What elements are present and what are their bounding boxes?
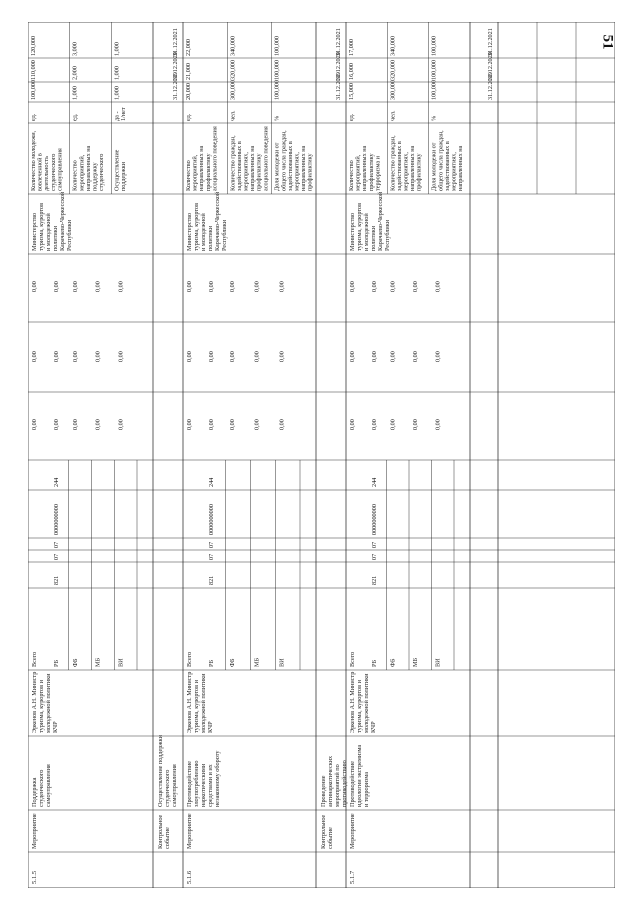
indicator-value-2021: 1,000 [113, 42, 121, 56]
amount-2019-fb: 0,00 [228, 419, 236, 430]
amount-2021-mb: 0,00 [94, 281, 102, 292]
amount-2019-total: 0,00 [349, 419, 356, 430]
code-rz: 07 [53, 553, 60, 560]
amount-2020-mb: 0,00 [94, 351, 102, 362]
code-vr: 244 [371, 477, 378, 487]
amount-2021-mb: 0,00 [412, 281, 419, 292]
row-executor: Эркенов А.Н. Министртуризма, курортов имолодежной политикиКЧР [186, 671, 214, 733]
indicator-value-2019: 15,000 [348, 82, 355, 100]
code-kbk: 821 [208, 575, 215, 585]
indicator-unit: ед. [348, 113, 355, 121]
year-2021-label: 31.12.2021 [487, 28, 494, 56]
indicator-value-2020: 100,000 [430, 59, 438, 80]
amount-2021-rb: 0,00 [53, 281, 60, 292]
row-type: Мероприятие [186, 813, 193, 849]
indicator-value-2019: 100,000 [30, 79, 37, 100]
indicator-unit: чел. [229, 110, 237, 121]
amount-2019-mb: 0,00 [94, 419, 102, 430]
code-vr: 244 [208, 477, 215, 487]
code-csr: 0000000000 [53, 504, 60, 535]
indicator-value-2021: 340,000 [389, 35, 397, 56]
indicator-unit: ед. [71, 113, 79, 121]
indicator-value-2021: 3,000 [71, 42, 79, 56]
rotated-table-scan [28, 22, 615, 888]
amount-2020-fb: 0,00 [71, 351, 79, 362]
year-2021-label: 31.12.2021 [172, 28, 179, 56]
source-rb: РБ [371, 660, 378, 667]
amount-2019-mb: 0,00 [253, 419, 261, 430]
indicator-value-2021: 17,000 [348, 38, 355, 56]
code-csr: 0000000000 [208, 504, 215, 535]
row-name: Поддержкастуденческогосамоуправления [31, 764, 52, 807]
amount-2020-mb: 0,00 [253, 351, 261, 362]
amount-2021-total: 0,00 [186, 281, 193, 292]
indicator-value-2021: 120,000 [30, 35, 37, 56]
page-number: 51 [599, 34, 616, 50]
amount-2019-total: 0,00 [186, 419, 193, 430]
amount-2021-total: 0,00 [31, 281, 38, 292]
indicator-value-2021: 100,000 [430, 35, 438, 56]
amount-2019-rb: 0,00 [208, 419, 215, 430]
indicator-name: Количествомероприятий,направленных напрофилактикуасоциального поведения [185, 126, 219, 191]
code-vr: 244 [53, 477, 60, 487]
row-type: Мероприятие [31, 813, 38, 849]
source-total: Всего [31, 651, 38, 667]
source-rb: РБ [208, 660, 215, 667]
indicator-unit: да -1/нет [113, 107, 127, 121]
source-vi: ВИ [278, 658, 286, 667]
indicator-name: Количествомероприятий,направленных наподдержкустуденческого [71, 145, 106, 191]
row-executor: Эркенов А.Н. Министртуризма, курортов имолодежной политикиКЧР [349, 671, 377, 733]
indicator-name: Количество молодежи,вовлеченной вдеятельностьстуденческогосамоуправления [30, 130, 64, 191]
indicator-value-2020: 320,000 [389, 59, 397, 80]
indicator-value-2019: 1,000 [113, 86, 121, 100]
source-vi: ВИ [434, 658, 442, 667]
indicator-value-2020: 110,000 [30, 60, 37, 80]
indicator-name: Доля молодежи отобщего числа граждан,задействованных вмероприятиях,направленных на [430, 130, 465, 191]
indicator-value-2021: 340,000 [229, 35, 237, 56]
indicator-unit: ед. [185, 113, 192, 121]
code-kbk: 821 [53, 575, 60, 585]
indicator-value-2019: 300,000 [229, 79, 237, 100]
amount-2020-mb: 0,00 [412, 351, 419, 362]
row-type: Мероприятие [349, 813, 356, 849]
year-2019-label: 31.12.2019 [335, 72, 342, 100]
source-mb: МБ [412, 657, 419, 667]
indicator-value-2021: 100,000 [273, 35, 281, 56]
indicator-value-2020: 320,000 [229, 59, 237, 80]
row-number: 5.1.5 [31, 870, 38, 884]
amount-2019-fb: 0,00 [71, 419, 79, 430]
row-name: Противодействиеидеологии экстремизмаи терроризма [349, 744, 370, 807]
row-participant: Министерствотуризма, курортови молодежнойполитикиКарачаево-ЧеркесскойРеспублики [31, 191, 73, 251]
amount-2021-vi: 0,00 [117, 281, 125, 292]
source-fb: ФБ [71, 658, 79, 667]
amount-2020-fb: 0,00 [228, 351, 236, 362]
year-2019-label: 31.12.2019 [487, 72, 494, 100]
indicator-unit: % [273, 115, 281, 121]
indicator-name: Доля молодежи отобщего числа граждан,задействованных вмероприятиях,направленных напрофилактику [273, 130, 314, 191]
indicator-unit: % [430, 115, 438, 121]
source-total: Всего [349, 651, 356, 667]
indicator-value-2021: 22,000 [185, 38, 192, 56]
amount-2019-total: 0,00 [31, 419, 38, 430]
indicator-name: Осуществлениеподдержки [113, 149, 127, 191]
amount-2019-mb: 0,00 [412, 419, 419, 430]
amount-2020-total: 0,00 [186, 351, 193, 362]
row-participant: Министерствотуризма, курортови молодежнойполитикиКарачаево-ЧеркесскойРеспублики [186, 191, 228, 251]
amount-2019-vi: 0,00 [434, 419, 442, 430]
indicator-value-2019: 1,000 [71, 86, 79, 100]
row-name: Противодействиезлоупотреблениюнаркотическимисредствами и ихнезаконному обороту [186, 750, 221, 807]
amount-2021-total: 0,00 [349, 281, 356, 292]
amount-2019-rb: 0,00 [371, 419, 378, 430]
amount-2020-total: 0,00 [31, 351, 38, 362]
indicator-value-2020: 16,000 [348, 62, 355, 80]
code-pr: 07 [371, 541, 378, 548]
indicator-value-2019: 20,000 [185, 82, 192, 100]
code-pr: 07 [53, 541, 60, 548]
program-table [28, 22, 615, 888]
year-2020-label: 31.12.2020 [335, 52, 342, 80]
control-event-name: Осуществление поддержкистуденческогосамоуправления [157, 735, 178, 807]
source-fb: ФБ [228, 658, 236, 667]
amount-2021-fb: 0,00 [389, 281, 397, 292]
amount-2020-rb: 0,00 [208, 351, 215, 362]
control-event-type: Контрольноесобытие [157, 814, 171, 849]
amount-2021-fb: 0,00 [228, 281, 236, 292]
control-event-name: Проведениеантинаркотическихмероприятий попротиводействию [320, 755, 348, 807]
amount-2020-vi: 0,00 [434, 351, 442, 362]
source-rb: РБ [53, 660, 60, 667]
amount-2020-total: 0,00 [349, 351, 356, 362]
amount-2020-vi: 0,00 [278, 351, 286, 362]
amount-2019-fb: 0,00 [389, 419, 397, 430]
code-rz: 07 [208, 553, 215, 560]
amount-2021-rb: 0,00 [208, 281, 215, 292]
year-2021-label: 31.12.2021 [335, 28, 342, 56]
amount-2019-rb: 0,00 [53, 419, 60, 430]
indicator-value-2020: 2,000 [71, 66, 79, 80]
row-executor: Эркенов А.Н. Министртуризма, курортов имолодежной политикиКЧР [31, 671, 59, 733]
source-vi: ВИ [117, 658, 125, 667]
row-number: 5.1.6 [186, 870, 193, 884]
indicator-unit: чел. [389, 110, 397, 121]
indicator-name: Количествомероприятий,направленных напрофилактикутерроризма и [348, 145, 382, 191]
source-fb: ФБ [389, 658, 397, 667]
amount-2021-vi: 0,00 [278, 281, 286, 292]
table-text [30, 28, 494, 884]
amount-2019-vi: 0,00 [278, 419, 286, 430]
amount-2021-fb: 0,00 [71, 281, 79, 292]
control-event-type: Контрольноесобытие [320, 814, 334, 849]
source-total: Всего [186, 651, 193, 667]
indicator-value-2020: 1,000 [113, 66, 121, 80]
indicator-value-2019: 100,000 [273, 79, 281, 100]
code-csr: 0000000000 [371, 504, 378, 535]
source-mb: МБ [253, 657, 261, 667]
code-kbk: 821 [371, 575, 378, 585]
year-2020-label: 31.12.2020 [172, 52, 179, 80]
code-rz: 07 [371, 553, 378, 560]
amount-2021-mb: 0,00 [253, 281, 261, 292]
source-mb: МБ [94, 657, 102, 667]
indicator-value-2019: 100,000 [430, 79, 438, 100]
amount-2020-vi: 0,00 [117, 351, 125, 362]
indicator-value-2020: 21,000 [185, 62, 192, 80]
amount-2019-vi: 0,00 [117, 419, 125, 430]
amount-2020-fb: 0,00 [389, 351, 397, 362]
indicator-value-2020: 100,000 [273, 59, 281, 80]
indicator-unit: ед. [30, 113, 37, 121]
indicator-name: Количество граждан,задействованных вмероприятиях,направленных напрофилактику [389, 135, 423, 191]
amount-2020-rb: 0,00 [371, 351, 378, 362]
amount-2020-rb: 0,00 [53, 351, 60, 362]
indicator-name: Количество граждан,задействованных вмероприятиях,направленных напрофилактикуасоциального поведения [229, 126, 270, 191]
indicator-value-2019: 300,000 [389, 79, 397, 100]
year-2020-label: 31.12.2020 [487, 52, 494, 80]
year-2019-label: 31.12.2019 [172, 72, 179, 100]
amount-2021-vi: 0,00 [434, 281, 442, 292]
code-pr: 07 [208, 541, 215, 548]
amount-2021-rb: 0,00 [371, 281, 378, 292]
row-participant: Министерствотуризма, курортови молодежнойполитикиКарачаево-ЧеркесскойРеспублики [349, 191, 391, 251]
row-number: 5.1.7 [349, 870, 356, 884]
